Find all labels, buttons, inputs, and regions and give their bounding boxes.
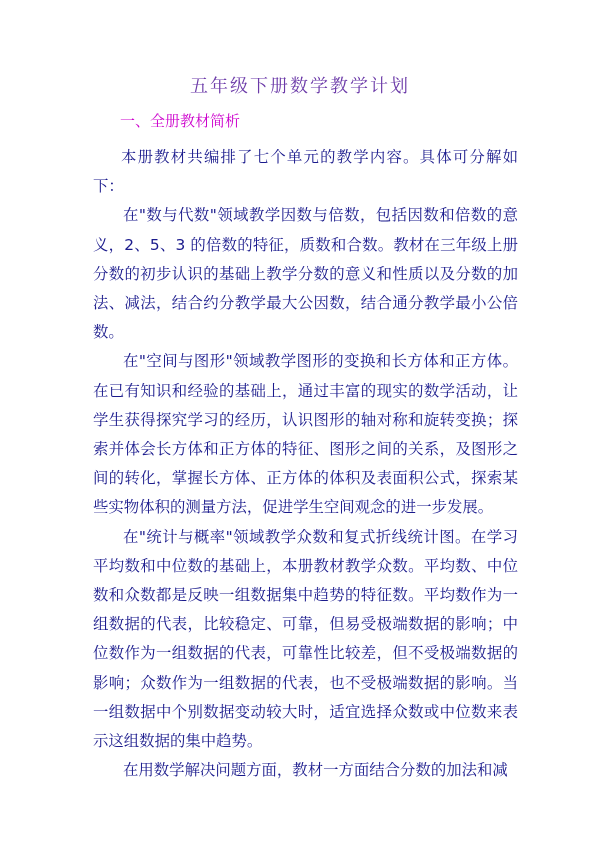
paragraph: 在"数与代数"领域教学因数与倍数，包括因数和倍数的意义，2、5、3 的倍数的特征，质数和合数。教材在三年级上册分数的初步认识的基础上教学分数的意义和性质以及分数的加法、减法，结合约分教学最大公因数，结合通分教学最小公倍数。 xyxy=(93,206,518,342)
document-title: 五年级下册数学教学计划 xyxy=(190,76,410,97)
document-body xyxy=(93,143,518,785)
section-heading: 一、全册教材简析 xyxy=(120,112,241,130)
paragraph: 在"统计与概率"领域教学众数和复式折线统计图。在学习平均数和中位数的基础上，本册教材教学众数。平均数、中位数和众数都是反映一组数据集中趋势的特征数。平均数作为一组数据的代表，比较稳定、可靠，但易受极端数据的影响；中位数作为一组数据的代表，可靠性比较差，但不受极端数据的影响；众数作为一组数据的代表，也不受极端数据的影响。当一组数据中个别数据变动较大时，适宜选择众数或中位数来表示这组数据的集中趋势。 xyxy=(93,527,518,751)
paragraph: 在"空间与图形"领域教学图形的变换和长方体和正方体。在已有知识和经验的基础上，通过丰富的现实的数学活动，让学生获得探究学习的经历，认识图形的轴对称和旋转变换；探索并体会长方体和正方体的特征、图形之间的关系，及图形之间的转化，掌握长方体、正方体的体积及表面积公式，探索某些实物体积的测量方法，促进学生空间观念的进一步发展。 xyxy=(93,352,518,517)
paragraph: 在用数学解决问题方面，教材一方面结合分数的加法和减 xyxy=(123,761,508,780)
paragraph: 本册教材共编排了七个单元的教学内容。具体可分解如下： xyxy=(93,148,518,196)
